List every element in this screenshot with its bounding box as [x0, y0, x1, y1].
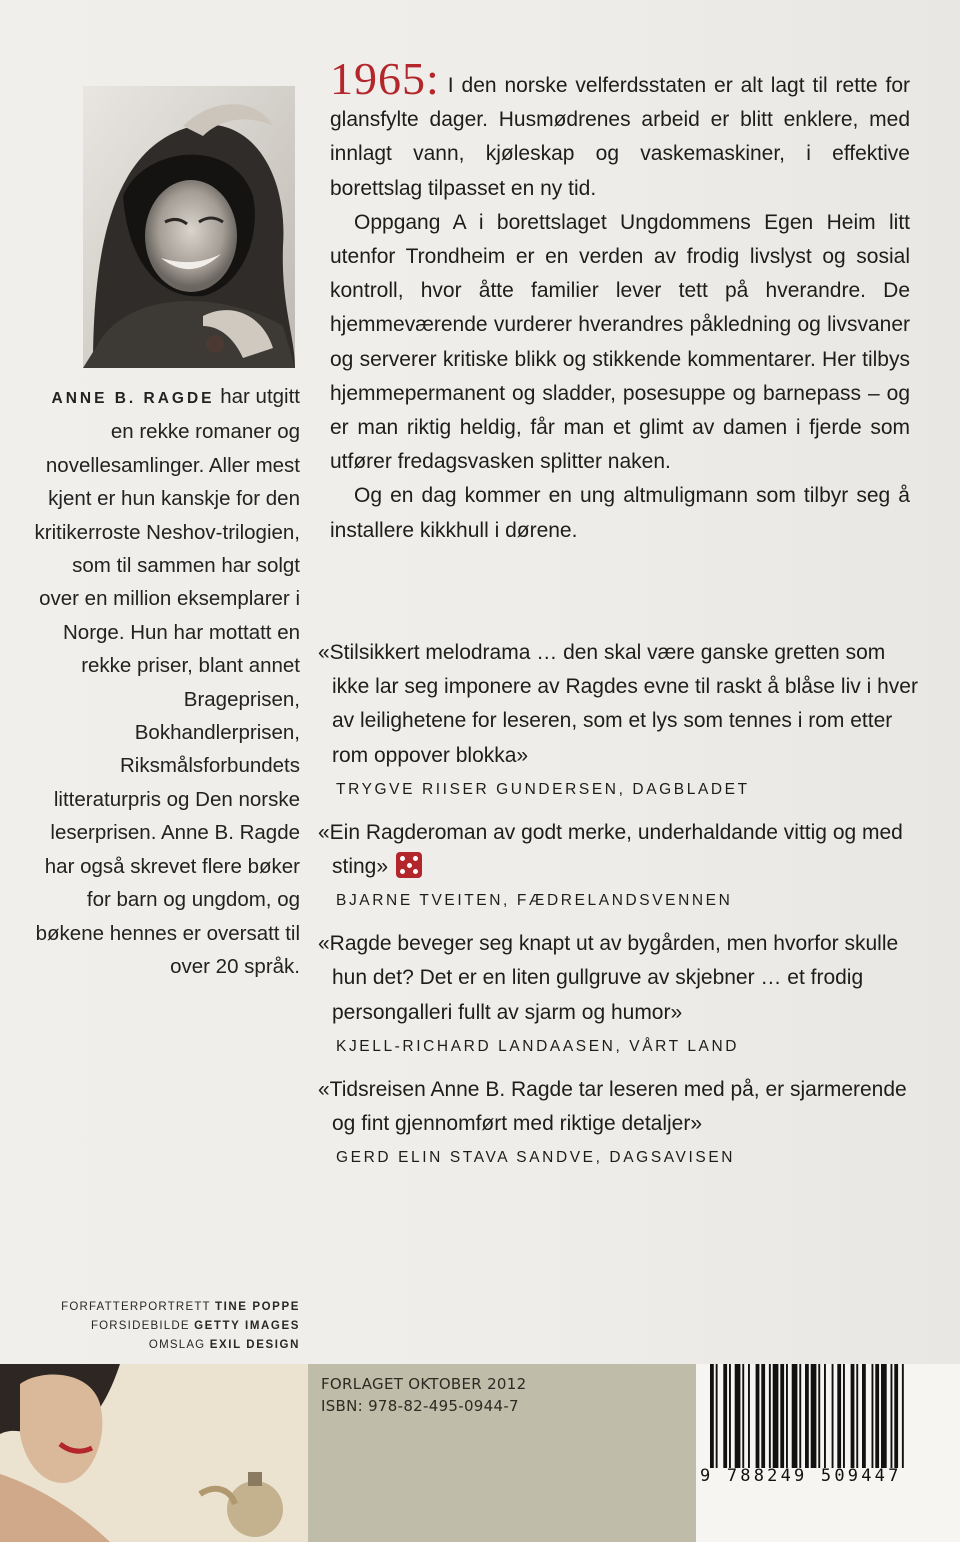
quote-text: «Tidsreisen Anne B. Ragde tar leseren med på, er sjarmerende og fint gjennomført med riktige detaljer» [318, 1077, 907, 1136]
barcode-bar [824, 1364, 826, 1468]
barcode-bar [832, 1364, 834, 1468]
barcode [696, 1364, 960, 1474]
review-quotes [318, 636, 918, 1184]
barcode-bar [773, 1364, 779, 1468]
dice-icon [396, 852, 422, 878]
credit-line: FORFATTERPORTRETT TINE POPPE [61, 1301, 300, 1313]
quote-text-with-dice [318, 816, 918, 884]
barcode-bar [780, 1364, 784, 1468]
barcode-bar [723, 1364, 727, 1468]
isbn-line: ISBN: 978-82-495-0944-7 [321, 1397, 519, 1415]
author-photo [83, 86, 295, 368]
barcode-bar [710, 1364, 714, 1468]
barcode-bar [862, 1364, 866, 1468]
cover-credits [30, 1298, 300, 1355]
quote-source: BJARNE TVEITEN, FÆDRELANDSVENNEN [336, 892, 733, 910]
review-quote [318, 1073, 918, 1173]
quote-source: TRYGVE RIISER GUNDERSEN, DAGBLADET [336, 780, 750, 798]
barcode-bar [742, 1364, 744, 1468]
barcode-bar [843, 1364, 845, 1468]
quote-text: «Ein Ragderoman av godt merke, underhaldande vittig og med sting» [318, 820, 903, 879]
barcode-bar [756, 1364, 760, 1468]
cover-illustration [0, 1364, 308, 1542]
author-bio-text: har utgitt en rekke romaner og novellesamlinger. Aller mest kjent er hun kanskje for den kritikerroste Neshov-trilogien, som til sammen har solgt over en million eksemplarer i Norge. Hun har mottatt en rekke priser, blant annet Brageprisen, Bokhandlerprisen, Riksmålsforbundets litteraturpris og Den norske leserprisen. Anne B. Ragde har også skrevet flere bøker for barn og ungdom, og bøkene hennes er oversatt til over 20 språk. [34, 385, 300, 978]
barcode-bar [881, 1364, 887, 1468]
review-quote [318, 927, 918, 1062]
barcode-bar [748, 1364, 750, 1468]
review-quote [318, 816, 918, 916]
description-paragraph-1 [330, 53, 910, 206]
barcode-bar [761, 1364, 765, 1468]
barcode-bar [799, 1364, 801, 1468]
barcode-bar [811, 1364, 817, 1468]
credit-line: OMSLAG EXIL DESIGN [148, 1339, 300, 1351]
author-name: ANNE B. RAGDE [51, 390, 215, 407]
barcode-bar [875, 1364, 879, 1468]
description-paragraph-2: Oppgang A i borettslaget Ungdommens Egen Heim litt utenfor Trondheim er en verden av frodig livslyst og sosial kontroll, hvor åtte familier lever tett på hverandre. De hjemmeværende vurderer hverandres påkledning og livsvaner og serverer kritiske blikk og stikkende kommentarer. Her tilbys hjemmepermanent og sladder, posesuppe og barnepass – og er man riktig heldig, får man et glimt av damen i fjerde som utfører fredagsvasken splitter naken. [330, 210, 910, 474]
review-quote [318, 636, 918, 805]
barcode-bar [805, 1364, 809, 1468]
barcode-bar [851, 1364, 855, 1468]
barcode-bar [837, 1364, 841, 1468]
barcode-bar [856, 1364, 858, 1468]
barcode-bar [902, 1364, 904, 1468]
year-heading: 1965: [330, 53, 440, 104]
description-text-1: I den norske velferdsstaten er alt lagt til rette for glansfylte dager. Husmødrenes arbeid er blitt enklere, med innlagt vann, kjøleskap og vaskemaskiner, i effektive borettslag tilpasset en ny tid. [330, 74, 910, 200]
barcode-bar [894, 1364, 898, 1468]
barcode-bar [891, 1364, 893, 1468]
book-description [330, 53, 910, 548]
quote-source: GERD ELIN STAVA SANDVE, DAGSAVISEN [336, 1149, 736, 1167]
barcode-bar [786, 1364, 788, 1468]
barcode-area [696, 1364, 960, 1542]
barcode-bar [769, 1364, 771, 1468]
barcode-bar [729, 1364, 731, 1468]
author-bio [30, 380, 300, 983]
description-paragraph-3: Og en dag kommer en ung altmuligmann som tilbyr seg å installere kikkhull i dørene. [330, 484, 910, 542]
barcode-bar [735, 1364, 741, 1468]
publisher-line: FORLAGET OKTOBER 2012 [321, 1375, 527, 1393]
barcode-bar [818, 1364, 820, 1468]
quote-source: KJELL-RICHARD LANDAASEN, VÅRT LAND [336, 1037, 740, 1055]
barcode-number: 9 788249 509447 [700, 1466, 902, 1486]
barcode-bar [716, 1364, 718, 1468]
quote-text: «Stilsikkert melodrama … den skal være ganske gretten som ikke lar seg imponere av Ragdes evne til raskt å blåse liv i hver av leilighetene for leseren, som et lys som tennes i rom etter rom oppover blokka» [318, 641, 918, 767]
quote-text: «Ragde beveger seg knapt ut av bygården, men hvorfor skulle hun det? Det er en liten gullgruve av skjebner … et frodig persongalleri fullt av sjarm og humor» [318, 932, 899, 1024]
credit-line: FORSIDEBILDE GETTY IMAGES [90, 1320, 300, 1332]
barcode-bar [872, 1364, 874, 1468]
publisher-info [308, 1364, 696, 1542]
barcode-bar [792, 1364, 798, 1468]
